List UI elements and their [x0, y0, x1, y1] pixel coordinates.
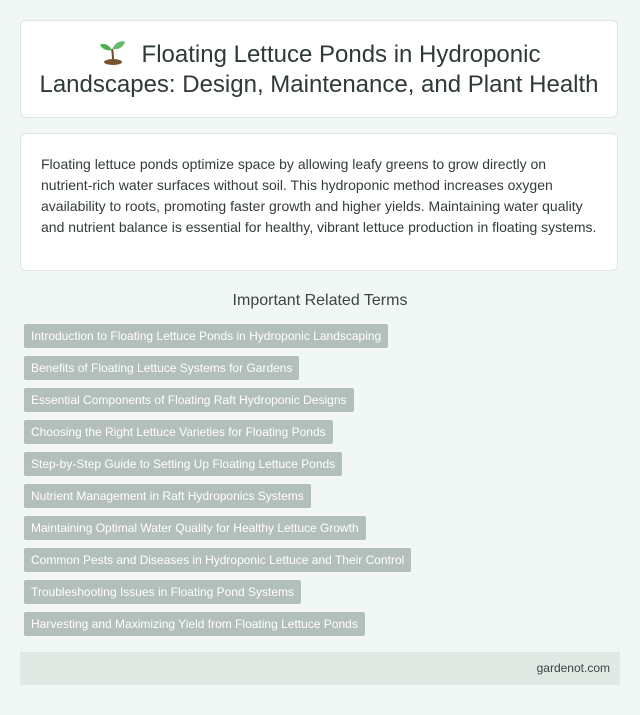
related-term-link[interactable]: Maintaining Optimal Water Quality for Healthy Lettuce Growth — [24, 516, 366, 540]
summary-card — [20, 133, 618, 271]
sprout-icon — [98, 39, 128, 65]
related-terms-heading: Important Related Terms — [232, 292, 408, 309]
related-term-link[interactable]: Essential Components of Floating Raft Hydroponic Designs — [24, 388, 354, 412]
related-term-link[interactable]: Choosing the Right Lettuce Varieties for Floating Ponds — [24, 420, 333, 444]
related-term-link[interactable]: Troubleshooting Issues in Floating Pond Systems — [24, 580, 301, 604]
related-term-link[interactable]: Harvesting and Maximizing Yield from Floating Lettuce Ponds — [24, 612, 365, 636]
related-term-link[interactable]: Common Pests and Diseases in Hydroponic Lettuce and Their Control — [24, 548, 411, 572]
page-title — [34, 39, 604, 100]
summary-text: Floating lettuce ponds optimize space by allowing leafy greens to grow directly on nutrient-rich water surfaces without soil. This hydroponic method increases oxygen availability to roots, promoting faster growth and higher yields. Maintaining water quality and nutrient balance is essential for healthy, vibrant lettuce production in floating systems. — [41, 156, 597, 235]
page-title-text: Floating Lettuce Ponds in Hydroponic Landscapes: Design, Maintenance, and Plant Health — [39, 40, 599, 98]
related-term-link[interactable]: Benefits of Floating Lettuce Systems for Gardens — [24, 356, 299, 380]
header-card — [20, 20, 618, 118]
footer-bar — [20, 652, 620, 685]
related-terms-list — [24, 324, 614, 644]
related-term-link[interactable]: Nutrient Management in Raft Hydroponics Systems — [24, 484, 311, 508]
related-term-link[interactable]: Step-by-Step Guide to Setting Up Floating Lettuce Ponds — [24, 452, 342, 476]
site-name[interactable]: gardenot.com — [536, 661, 610, 675]
related-term-link[interactable]: Introduction to Floating Lettuce Ponds in Hydroponic Landscaping — [24, 324, 388, 348]
